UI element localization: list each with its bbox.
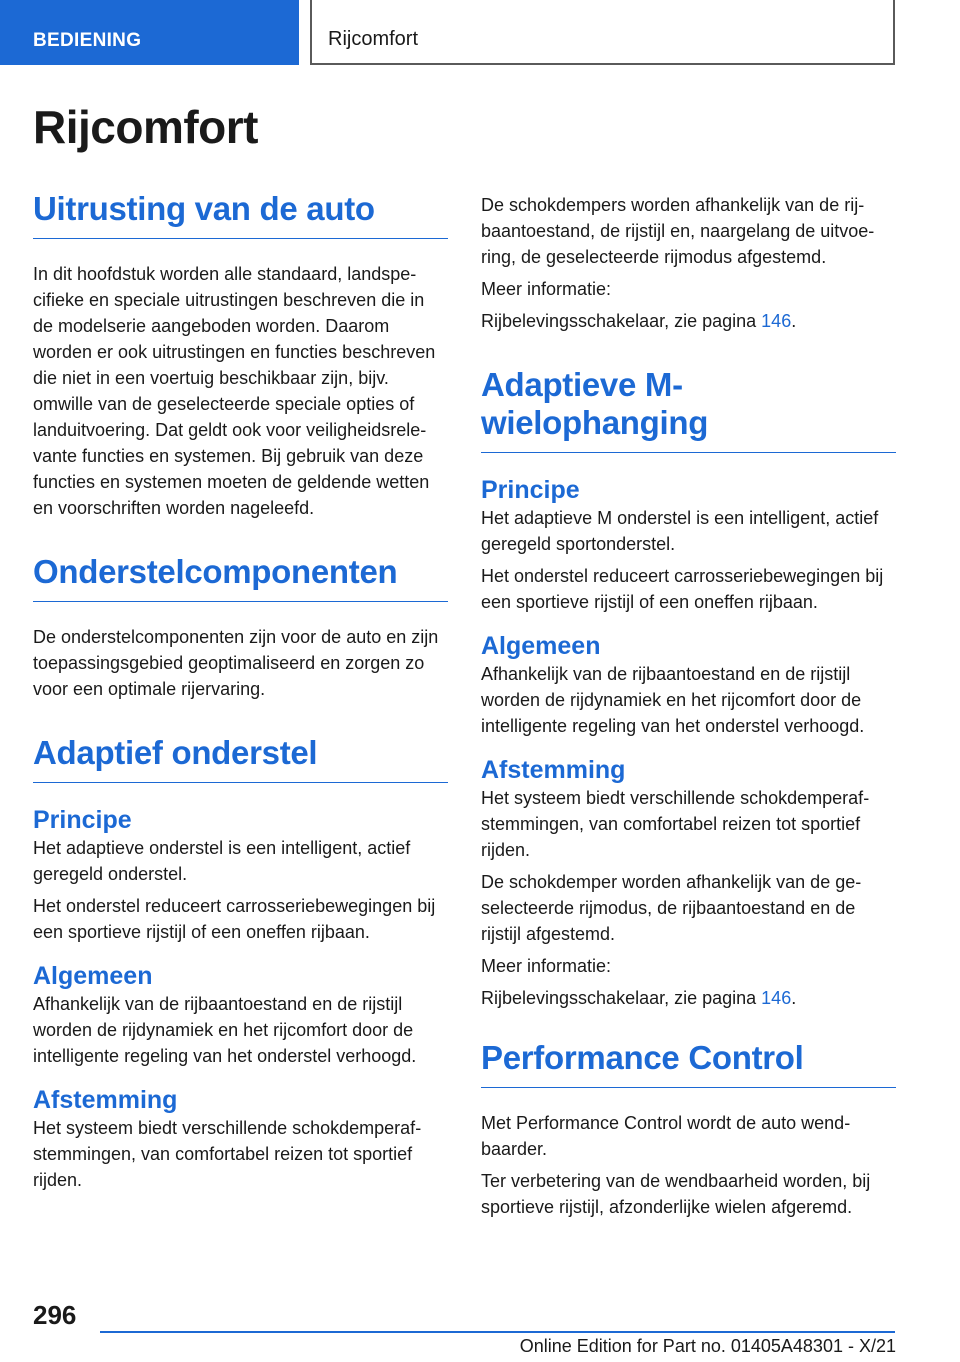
paragraph: Het adaptieve onderstel is een intelligent, actief geregeld onderstel. bbox=[33, 838, 411, 884]
edition-note: Online Edition for Part no. 01405A48301 - X/21 bbox=[519, 1336, 896, 1356]
paragraph: De schokdemper worden afhankelijk van de geselecteerde rijmodus, de rijbaantoestand en de rijstijl afgestemd. bbox=[481, 872, 862, 944]
paragraph: Afhankelijk van de rijbaantoestand en de rijstijl worden de rijdynamiek en het rijcomfort door de intelligente regeling van het onderstel verhoogd. bbox=[33, 994, 417, 1066]
page-link-146[interactable]: 146 bbox=[761, 988, 792, 1008]
subheading-afstemming: Afstemming bbox=[33, 1086, 178, 1114]
subheading-afstemming: Afstemming bbox=[481, 756, 626, 784]
page-link-146[interactable]: 146 bbox=[761, 311, 792, 331]
page-number: 296 bbox=[33, 1300, 77, 1330]
footer-divider bbox=[100, 1331, 895, 1333]
paragraph: Meer informatie: bbox=[481, 279, 612, 299]
subheading-principe: Principe bbox=[33, 806, 132, 834]
paragraph: Afhankelijk van de rijbaantoestand en de rijstijl worden de rijdynamiek en het rijcomfort door de intelligente regeling van het onderstel verhoogd. bbox=[481, 664, 865, 736]
paragraph: Het onderstel reduceert carrosseriebewegingen bij een sportieve rijstijl of een oneffen rijbaan. bbox=[33, 896, 436, 942]
paragraph: De onderstelcomponenten zijn voor de auto en zijn toepassingsgebied geoptimaliseerd en zorgen zo voor een optimale rijervaring. bbox=[33, 627, 439, 699]
paragraph-reference bbox=[481, 985, 896, 1011]
paragraph: Het systeem biedt verschillende schokdemperafstemmingen, van comfortabel reizen tot sportief rijden. bbox=[481, 788, 870, 860]
paragraph: Het systeem biedt verschillende schokdemperafstemmingen, van comfortabel reizen tot sportief rijden. bbox=[33, 1118, 422, 1190]
reference-text: Rijbelevingsschakelaar, zie pagina bbox=[481, 988, 762, 1008]
paragraph: Het adaptieve M onderstel is een intelligent, actief geregeld sportonderstel. bbox=[481, 508, 879, 554]
paragraph: Ter verbetering van de wendbaarheid worden, bij sportieve rijstijl, afzonderlijke wielen afgeremd. bbox=[481, 1171, 871, 1217]
reference-text: Rijbelevingsschakelaar, zie pagina bbox=[481, 311, 762, 331]
paragraph: Met Performance Control wordt de auto wendbaarder. bbox=[481, 1113, 851, 1159]
section-label: BEDIENING bbox=[33, 30, 142, 51]
reference-end: . bbox=[791, 988, 797, 1008]
right-column bbox=[481, 192, 896, 1220]
subheading-algemeen: Algemeen bbox=[481, 632, 601, 660]
subheading-algemeen: Algemeen bbox=[33, 962, 153, 990]
paragraph-reference bbox=[481, 308, 896, 334]
heading-onderstelcomponenten: Onderstelcomponenten bbox=[33, 553, 448, 602]
chapter-header bbox=[310, 0, 895, 65]
heading-adaptieve-m-wielophanging: Adaptieve M-wielophanging bbox=[481, 366, 896, 453]
subheading-principe: Principe bbox=[481, 476, 580, 504]
section-tab bbox=[0, 0, 299, 65]
reference-end: . bbox=[791, 311, 797, 331]
paragraph: De schokdempers worden afhankelijk van de rijbaantoestand, de rijstijl en, naargelang de uitvoering, de geselecteerde rijmodus afgestemd. bbox=[481, 195, 875, 267]
paragraph: Meer informatie: bbox=[481, 956, 612, 976]
heading-uitrusting: Uitrusting van de auto bbox=[33, 190, 448, 239]
left-column bbox=[33, 190, 448, 1193]
page-title: Rijcomfort bbox=[33, 101, 258, 153]
paragraph: Het onderstel reduceert carrosseriebewegingen bij een sportieve rijstijl of een oneffen rijbaan. bbox=[481, 566, 884, 612]
heading-adaptief-onderstel: Adaptief onderstel bbox=[33, 734, 448, 783]
chapter-label: Rijcomfort bbox=[328, 28, 419, 50]
heading-performance-control: Performance Control bbox=[481, 1039, 896, 1088]
paragraph: In dit hoofdstuk worden alle standaard, landspecifieke en speciale uitrustingen beschreven die in de modelserie aangeboden worden. Daarom worden er ook uitrustingen en functies beschreven die niet in een voertuig beschikbaar zijn, bijv. omwille van de geselecteerde speciale opties of landuitvoering. Dat geldt ook voor veiligheidsrelevante functies en systemen. Bij gebruik van deze functies en systemen moeten de geldende wetten en voorschriften worden nageleefd. bbox=[33, 264, 436, 518]
